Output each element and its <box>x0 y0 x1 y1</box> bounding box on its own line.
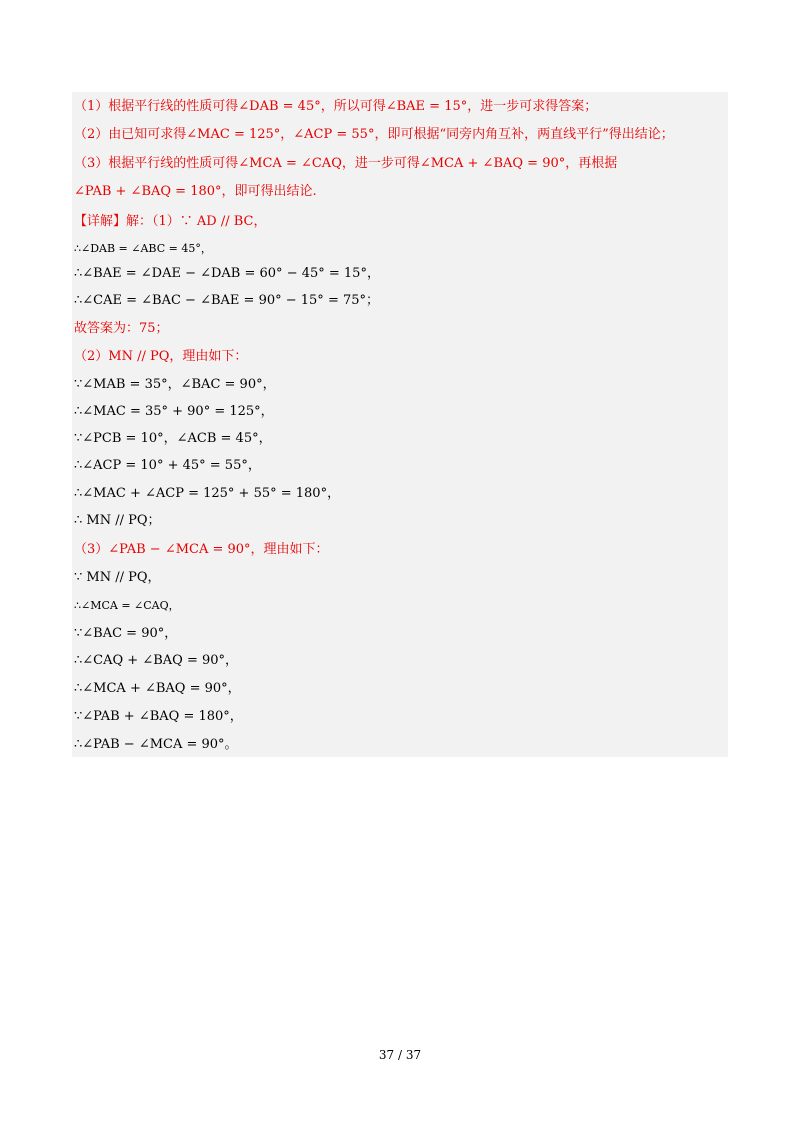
part3-line-7: ∴∠PAB − ∠MCA = 90°。 <box>74 737 238 752</box>
part2-line-6: ∴ MN // PQ； <box>74 513 161 528</box>
part2-line-4: ∴∠ACP = 10° + 45° = 55°， <box>74 458 261 473</box>
part1-line-1: ∴∠DAB = ∠ABC = 45°， <box>74 242 212 255</box>
hint-line-2: （2）由已知可求得∠MAC = 125°，∠ACP = 55°，即可根据“同旁内角互补，两直线平行”得出结论； <box>74 127 674 142</box>
part3-line-3: ∵∠BAC = 90°， <box>74 626 178 641</box>
detail-header: 【详解】解：（1）∵ AD // BC， <box>74 214 267 229</box>
hint-line-3: （3）根据平行线的性质可得∠MCA = ∠CAQ，进一步可得∠MCA + ∠BAQ = 90°，再根据 <box>74 156 618 171</box>
part3-line-5: ∴∠MCA + ∠BAQ = 90°， <box>74 681 241 696</box>
part3-line-2: ∴∠MCA = ∠CAQ， <box>74 599 180 612</box>
part3-header: （3）∠PAB − ∠MCA = 90°，理由如下： <box>74 542 329 557</box>
part3-line-4: ∴∠CAQ + ∠BAQ = 90°， <box>74 653 239 668</box>
answer-line: 故答案为：75； <box>74 321 169 336</box>
hint-line-1: （1）根据平行线的性质可得∠DAB = 45°，所以可得∠BAE = 15°，进一步可求得答案； <box>74 99 598 114</box>
part3-line-6: ∵∠PAB + ∠BAQ = 180°， <box>74 709 243 724</box>
hint-line-4: ∠PAB + ∠BAQ = 180°，即可得出结论. <box>74 184 317 199</box>
part2-line-1: ∵∠MAB = 35°，∠BAC = 90°， <box>74 377 276 392</box>
part2-line-3: ∵∠PCB = 10°，∠ACB = 45°， <box>74 431 272 446</box>
part1-line-3: ∴∠CAE = ∠BAC − ∠BAE = 90° − 15° = 75°； <box>74 293 380 308</box>
part3-line-1: ∵ MN // PQ， <box>74 570 161 585</box>
part1-line-2: ∴∠BAE = ∠DAE − ∠DAB = 60° − 45° = 15°， <box>74 266 380 281</box>
part2-line-2: ∴∠MAC = 35° + 90° = 125°， <box>74 404 274 419</box>
part2-line-5: ∴∠MAC + ∠ACP = 125° + 55° = 180°， <box>74 486 341 501</box>
page-number: 37 / 37 <box>378 1048 422 1062</box>
part2-header: （2）MN // PQ，理由如下： <box>74 349 248 364</box>
